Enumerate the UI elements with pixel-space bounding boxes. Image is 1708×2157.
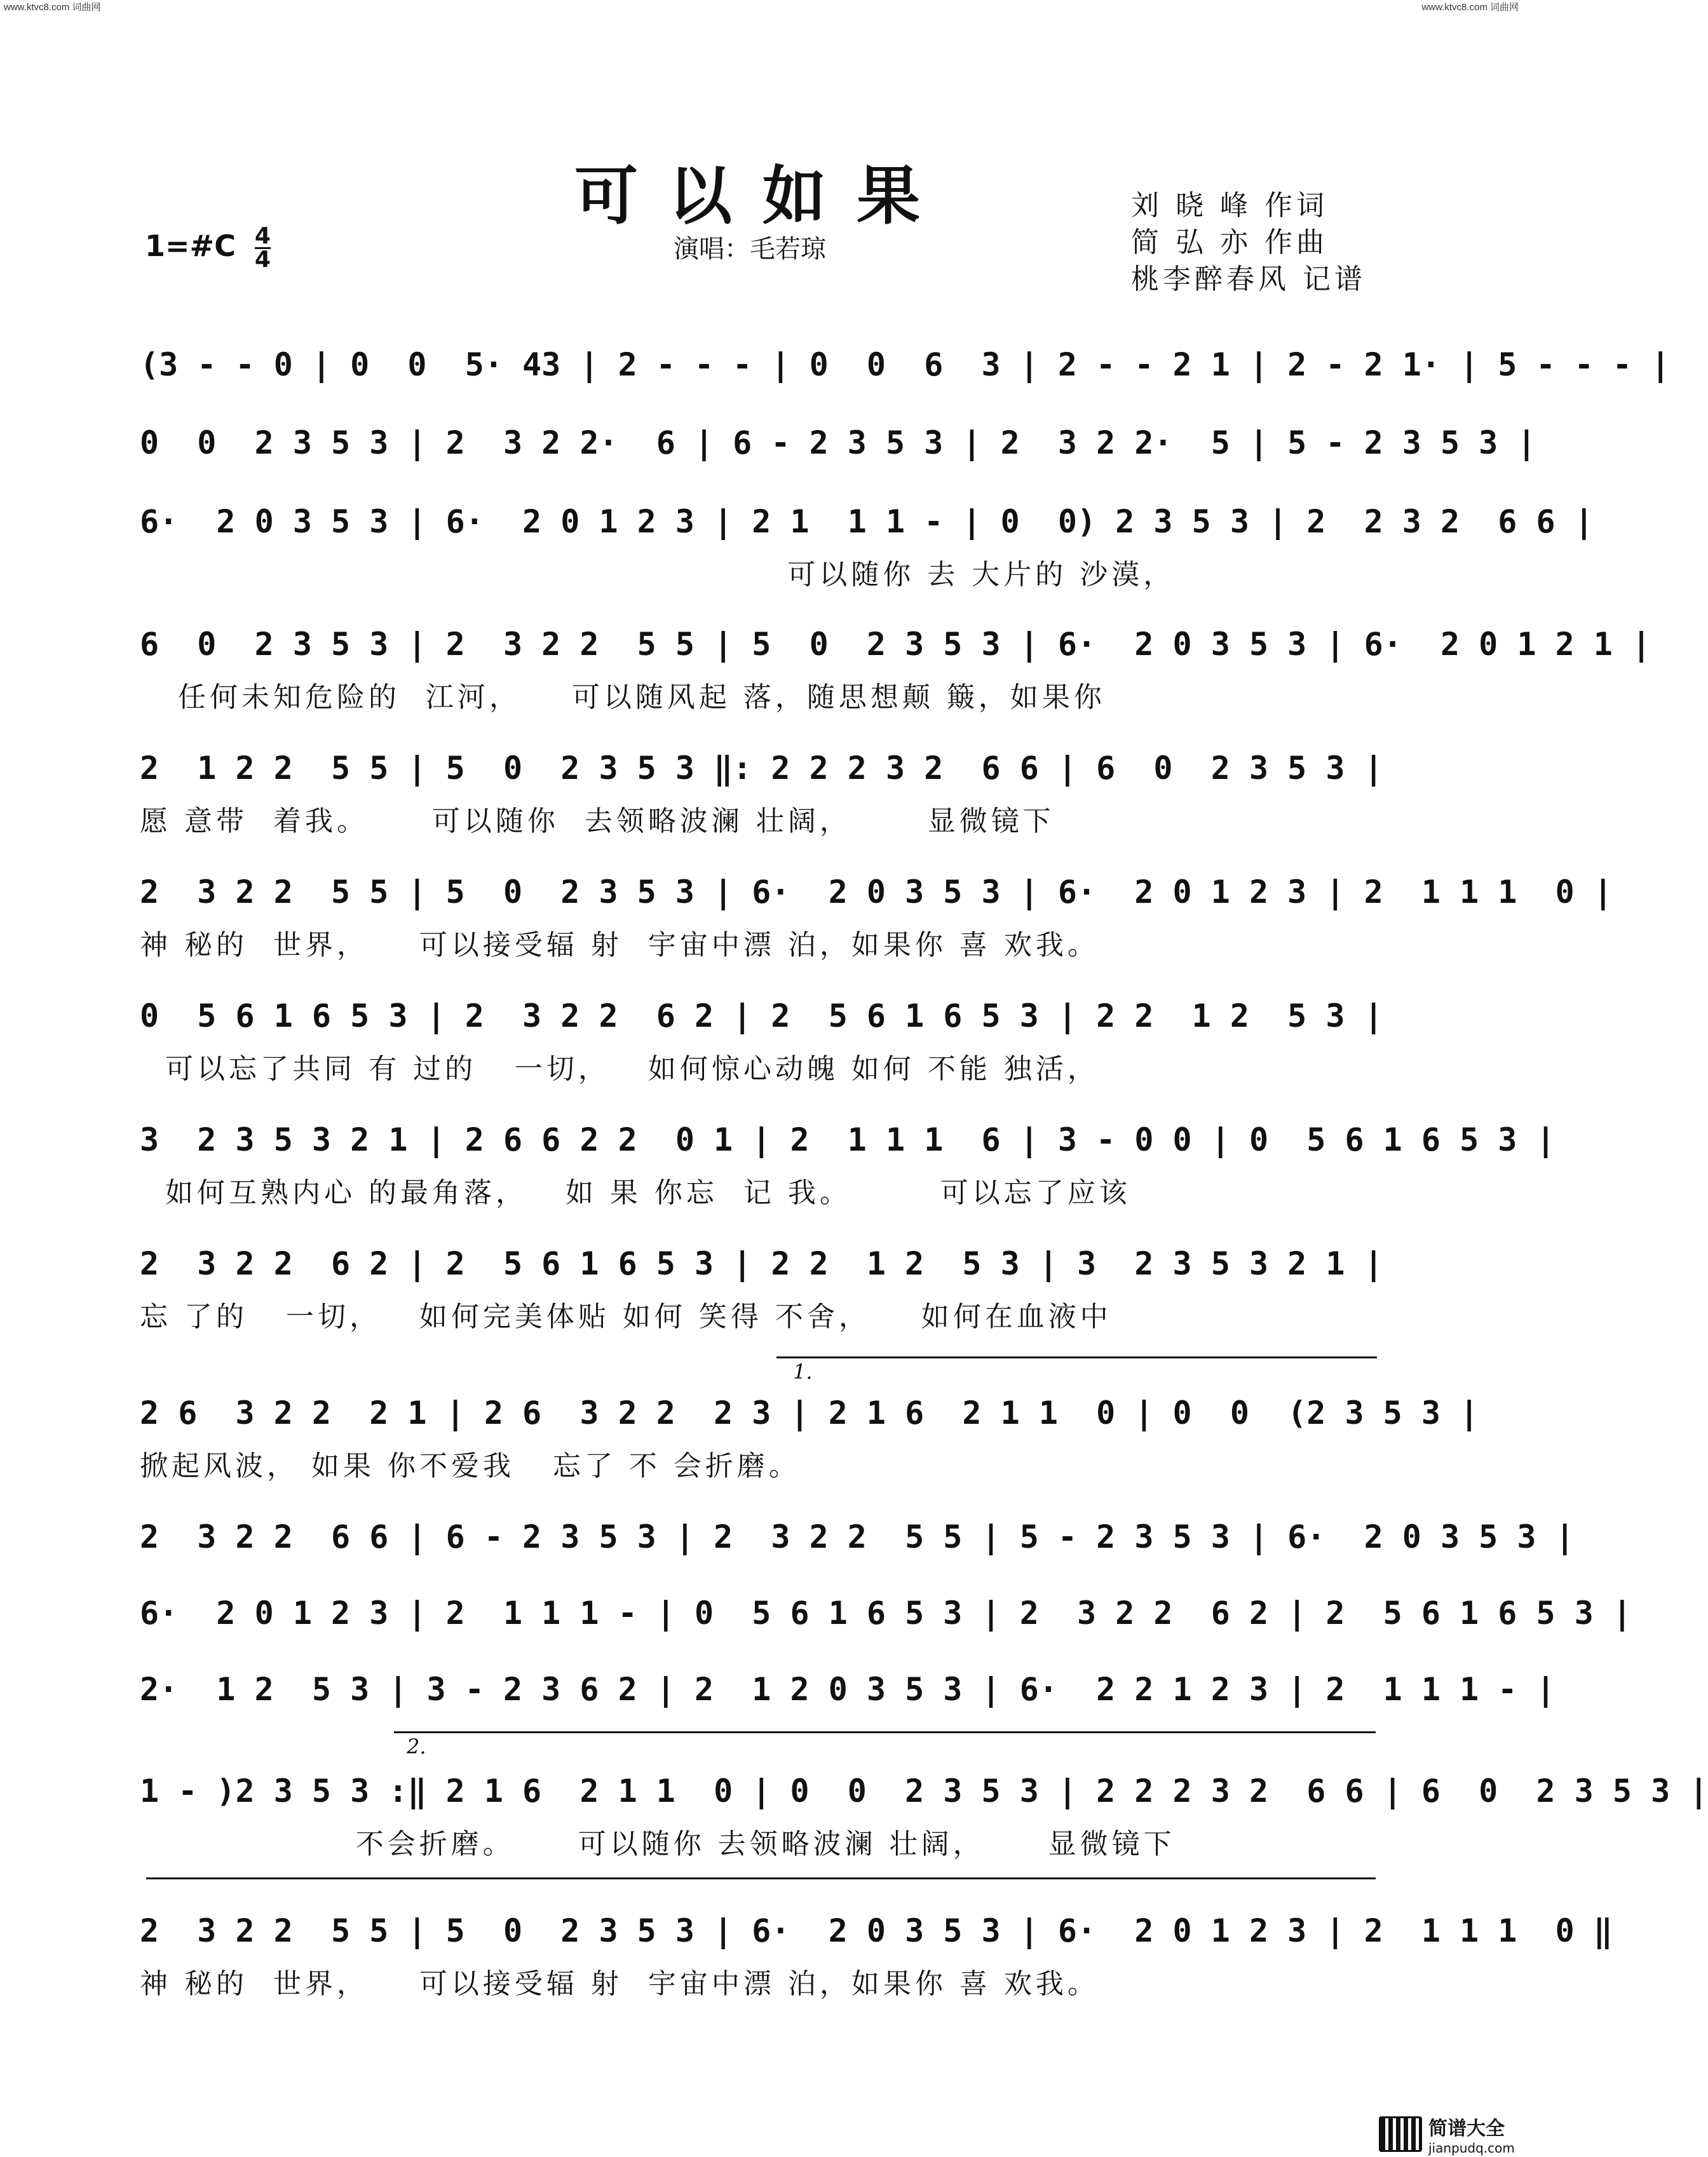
notes-line: 2 1 2 2 5 5 | 5 0 2 3 5 3 ‖: 2 2 2 3 2 6 6 | 6 0 2 3 5 3 | xyxy=(140,750,1383,787)
notes-line: 3 2 3 5 3 2 1 | 2 6 6 2 2 0 1 | 2 1 1 1 6 | 3 - 0 0 | 0 5 6 1 6 5 3 | xyxy=(140,1121,1556,1158)
volta-label-1: 1. xyxy=(793,1360,813,1384)
time-top: 4 xyxy=(254,223,271,249)
score-row xyxy=(140,1395,1479,1484)
lyrics-line: 可以忘了共同 有 过的 一切， 如何惊心动魄 如何 不能 独活， xyxy=(140,1053,1099,1085)
score-row xyxy=(140,1121,1556,1210)
notes-line: 1 - )2 3 5 3 :‖ 2 1 6 2 1 1 0 | 0 0 2 3 5 3 | 2 2 2 3 2 6 6 | 6 0 2 3 5 3 | xyxy=(140,1773,1708,1809)
site-url-left: www.ktvc8.com 词曲网 xyxy=(4,2,101,13)
time-bottom: 4 xyxy=(254,247,271,273)
lyrics-line: 不会折磨。 可以随你 去领略波澜 壮阔， 显微镜下 xyxy=(140,1828,1176,1860)
score-row xyxy=(140,346,1671,395)
score-row xyxy=(140,874,1613,963)
notes-line: 0 0 2 3 5 3 | 2 3 2 2· 6 | 6 - 2 3 5 3 | 2 3 2 2· 5 | 5 - 2 3 5 3 | xyxy=(140,424,1536,461)
score-row xyxy=(140,750,1388,839)
song-title: 可以如果 xyxy=(574,158,951,233)
transcriber: 桃李醉春风 记谱 xyxy=(1131,263,1366,295)
credits xyxy=(1131,187,1366,298)
composer: 简 弘 亦 作曲 xyxy=(1131,226,1328,259)
score-row xyxy=(140,1245,1388,1334)
notes-line: 2 3 2 2 6 2 | 2 5 6 1 6 5 3 | 2 2 1 2 5 3 | 3 2 3 5 3 2 1 | xyxy=(140,1245,1383,1282)
notes-line: 2· 1 2 5 3 | 3 - 2 3 6 2 | 2 1 2 0 3 5 3 | 6· 2 2 1 2 3 | 2 1 1 1 - | xyxy=(140,1671,1556,1708)
volta-bracket-1 xyxy=(776,1356,1377,1358)
score-row xyxy=(140,503,1594,592)
notes-line: 2 3 2 2 5 5 | 5 0 2 3 5 3 | 6· 2 0 3 5 3 | 6· 2 0 1 2 3 | 2 1 1 1 0 | xyxy=(140,874,1613,910)
score-row xyxy=(140,1518,1575,1567)
lyrics-line: 可以随你 去 大片的 沙漠， xyxy=(140,558,1176,591)
volta-bracket-2 xyxy=(394,1731,1376,1733)
lyrics-line: 忘 了的 一切， 如何完美体贴 如何 笑得 不舍， 如何在血液中 xyxy=(140,1301,1112,1333)
score-row xyxy=(140,1671,1556,1719)
notes-line: 2 3 2 2 5 5 | 5 0 2 3 5 3 | 6· 2 0 3 5 3 | 6· 2 0 1 2 3 | 2 1 1 1 0 ‖ xyxy=(140,1912,1613,1949)
key-signature xyxy=(145,223,271,273)
lyrics-line: 任何未知危险的 江河， 可以随风起 落，随思想颠 簸，如果你 xyxy=(140,681,1106,713)
notes-line: 0 5 6 1 6 5 3 | 2 3 2 2 6 2 | 2 5 6 1 6 5 3 | 2 2 1 2 5 3 | xyxy=(140,997,1383,1034)
score-row xyxy=(140,424,1536,473)
key-label: 1=#C xyxy=(145,229,236,263)
score-row xyxy=(140,1912,1613,2001)
lyricist: 刘 晓 峰 作词 xyxy=(1131,189,1328,222)
site-url-right: www.ktvc8.com 词曲网 xyxy=(1421,2,1519,13)
score-row xyxy=(140,1595,1632,1643)
site-logo xyxy=(1379,2113,1515,2156)
notes-line: 6· 2 0 1 2 3 | 2 1 1 1 - | 0 5 6 1 6 5 3 | 2 3 2 2 6 2 | 2 5 6 1 6 5 3 | xyxy=(140,1595,1632,1632)
notes-line: 6· 2 0 3 5 3 | 6· 2 0 1 2 3 | 2 1 1 1 - | 0 0) 2 3 5 3 | 2 2 3 2 6 6 | xyxy=(140,503,1594,540)
score-row xyxy=(140,997,1388,1086)
logo-en: jianpudq.com xyxy=(1428,2140,1515,2156)
notes-line: 2 6 3 2 2 2 1 | 2 6 3 2 2 2 3 | 2 1 6 2 1 1 0 | 0 0 (2 3 5 3 | xyxy=(140,1395,1479,1431)
lyrics-line: 神 秘的 世界， 可以接受辐 射 宇宙中漂 泊，如果你 喜 欢我。 xyxy=(140,929,1099,961)
volta-bracket-2-cont xyxy=(146,1877,1376,1879)
logo-cn: 简谱大全 xyxy=(1428,2118,1505,2140)
score-row xyxy=(140,1773,1708,1862)
lyrics-line: 掀起风波， 如果 你不爱我 忘了 不 会折磨。 xyxy=(140,1450,801,1482)
notes-line: 6 0 2 3 5 3 | 2 3 2 2 5 5 | 5 0 2 3 5 3 | 6· 2 0 3 5 3 | 6· 2 0 1 2 1 | xyxy=(140,626,1651,663)
piano-keys-icon xyxy=(1379,2116,1422,2152)
logo-text xyxy=(1428,2113,1515,2156)
lyrics-line: 神 秘的 世界， 可以接受辐 射 宇宙中漂 泊，如果你 喜 欢我。 xyxy=(140,1968,1099,2000)
notes-line: (3 - - 0 | 0 0 5· 43 | 2 - - - | 0 0 6 3 | 2 - - 2 1 | 2 - 2 1· | 5 - - - | xyxy=(140,346,1671,383)
lyrics-line: 如何互熟内心 的最角落， 如 果 你忘 记 我。 可以忘了应该 xyxy=(140,1177,1131,1209)
score-row xyxy=(140,626,1651,715)
volta-label-2: 2. xyxy=(407,1734,426,1759)
time-signature xyxy=(254,223,271,273)
singer: 演唱：毛若琼 xyxy=(674,234,826,264)
notes-line: 2 3 2 2 6 6 | 6 - 2 3 5 3 | 2 3 2 2 5 5 | 5 - 2 3 5 3 | 6· 2 0 3 5 3 | xyxy=(140,1518,1575,1555)
lyrics-line: 愿 意带 着我。 可以随你 去领略波澜 壮阔， 显微镜下 xyxy=(140,805,1055,837)
